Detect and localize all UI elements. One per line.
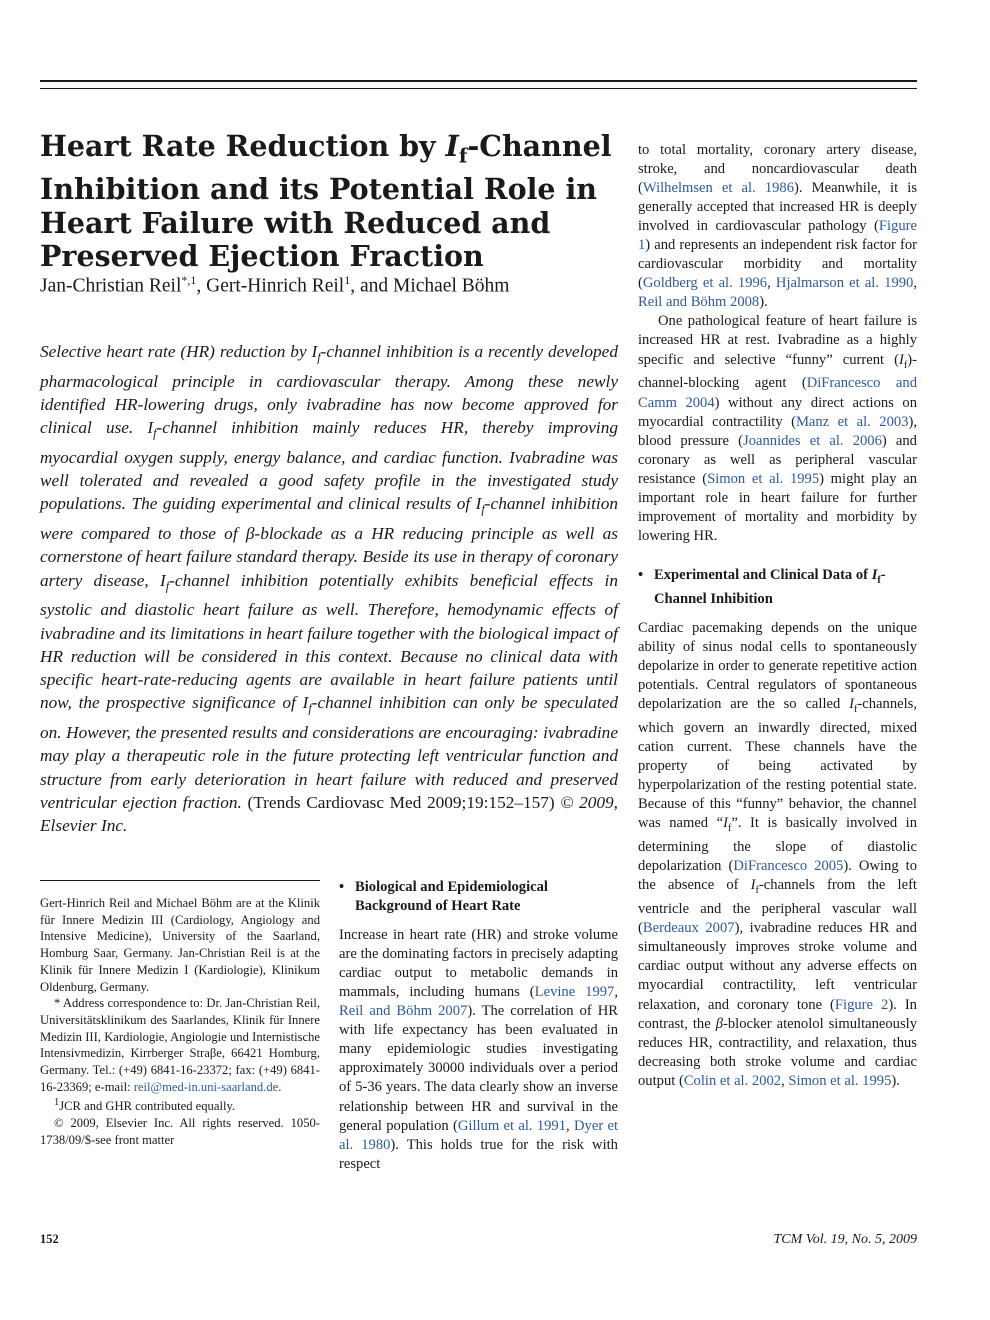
figure-link[interactable]: Figure 2: [834, 996, 889, 1013]
copyright-line: © 2009, Elsevier Inc. All rights reserved. 1050-1738/09/$-see front matter: [40, 1116, 320, 1148]
middle-column: [339, 878, 618, 1174]
reference-link[interactable]: Colin et al. 2002: [683, 1072, 782, 1089]
reference-link[interactable]: Levine 1997: [534, 984, 615, 1001]
journal-citation: (Trends Cardiovasc Med 2009;19:152–157): [241, 792, 561, 812]
figure-link[interactable]: Figure 1: [638, 218, 917, 254]
author-name: , Gert-Hinrich Reil: [196, 275, 345, 297]
reference-link[interactable]: Dyer et al. 1980: [339, 1117, 619, 1153]
reference-link[interactable]: DiFrancesco 2005: [733, 858, 844, 875]
journal-issue: TCM Vol. 19, No. 5, 2009: [773, 1232, 917, 1247]
reference-link[interactable]: Manz et al. 2003: [795, 413, 909, 430]
author-name: , and Michael Böhm: [350, 275, 510, 297]
right-column: [638, 141, 917, 1091]
reference-link[interactable]: Gillum et al. 1991: [457, 1117, 567, 1134]
reference-link[interactable]: DiFrancesco and Camm 2004: [638, 375, 917, 411]
body-paragraph: to total mortality, coronary artery disease, stroke, and noncardiovascular death (Wilhelmsen et al. 1986). Meanwhile, it is generally accepted that increased HR is deeply involved in cardiovascular pathology (Figure 1) and represents an independent risk factor for cardiovascular morbidity and mortality (Goldberg et al. 1996, Hjalmarson et al. 1990, Reil and Böhm 2008).: [638, 142, 918, 311]
correspondence-note: * Address correspondence to: Dr. Jan-Christian Reil, Universitätsklinikum des Saarlandes, Klinik für Innere Medizin III, Kardiologie, Angiologie und Internistische Intensivmedizin, Kirrberger Straβe, 66421 Homburg, Germany. Tel.: (+49) 6841-16-23372; fax: (+49) 6841-16-23369; e-mail: reil@med-in.uni-saarland.de.: [40, 996, 320, 1094]
header-rule-thin: [40, 88, 917, 89]
body-paragraph: Increase in heart rate (HR) and stroke volume are the dominating factors in precisely adapting cardiac output to metabolic demands in mammals, including humans (Levine 1997, Reil and Böhm 2007). The correlation of HR with life expectancy has been evaluated in many epidemiologic studies investigating approximately 30000 individuals over a period of 5-36 years. The data clearly show an inverse relationship between HR and survival in the general population (Gillum et al. 1991, Dyer et al. 1980). This holds true for the risk with respect: [339, 927, 619, 1172]
reference-link[interactable]: Simon et al. 1995: [707, 470, 820, 487]
reference-link[interactable]: Berdeaux 2007: [642, 920, 735, 937]
section-heading: • Experimental and Clinical Data of $I_f$-Channel Inhibition: [638, 566, 886, 607]
body-paragraph: Cardiac pacemaking depends on the unique ability of sinus nodal cells to spontaneously depolarize in order to generate repetitive action potentials. Central regulators of spontaneous depolarization are the so called $I_f$-channels, which govern an inwardly directed, mixed cation current. These channels have the property of being activated by hyperpolarization of the resting potential state. Because of this “funny” behavior, the channel was named “$I_f$”. It is basically involved in determining the slope of diastolic depolarization (DiFrancesco 2005). Owing to the absence of $I_f$-channels from the left ventricle and the peripheral vascular wall (Berdeaux 2007), ivabradine reduces HR and simultaneously improves stroke volume and cardiac output without any adverse effects on myocardial contractility, left ventricular relaxation, and coronary tone (Figure 2). In contrast, the β-blocker atenolol simultaneously reduces HR, contractility, and relaxation, thus decreasing both stroke volume and cardiac output (Colin et al. 2002, Simon et al. 1995).: [638, 619, 918, 1089]
reference-link[interactable]: Reil and Böhm 2007: [339, 1003, 468, 1020]
body-paragraph: One pathological feature of heart failure is increased HR at rest. Ivabradine as a highly specific and selective “funny” current $(I_f)-channel$-blocking agent (DiFrancesco and Camm 2004) without any direct actions on myocardial contractility (Manz et al. 2003), blood pressure (Joannides et al. 2006) and coronary as well as peripheral vascular resistance (Simon et al. 1995) might play an important role in heart failure for further improvement of mortality and morbidity by lowering HR.: [638, 313, 917, 544]
author-name: Jan-Christian Reil: [40, 275, 182, 297]
reference-link[interactable]: Reil and Böhm 2008: [638, 294, 760, 311]
header-rule-thick: [40, 80, 917, 82]
reference-link[interactable]: Goldberg et al. 1996: [642, 275, 768, 292]
reference-link[interactable]: Joannides et al. 2006: [743, 432, 882, 449]
abstract: Selective heart rate (HR) reduction by $I_f$-channel inhibition is a recently developed pharmacological principle in cardiovascular therapy. Among these newly identified HR-lowering drugs, only ivabradine has now become approved for clinical use. $I_f$-channel inhibition mainly reduces HR, thereby improving myocardial oxygen supply, energy balance, and cardiac function. Ivabradine was well tolerated and revealed a good safety profile in the investigated study populations. The guiding experimental and clinical results of $I_f$-channel inhibition were compared to those of β-blockade as a HR reducing principle as well as cornerstone of heart failure standard therapy. Beside its use in therapy of coronary artery disease, $I_f$-channel inhibition potentially exhibits beneficial effects in systolic and diastolic heart failure as well. Therefore, hemodynamic effects of ivabradine and its limitations in heart failure together with the biological impact of HR reduction will be considered in this context. Because no clinical data with specific heart-rate-reducing agents are available in heart failure patients until now, the prospective significance of $I_f$-channel inhibition can only be speculated on. However, the presented results and considerations are encouraging: ivabradine may play a therapeutic role in the future protecting left ventricular function and structure from early deterioration in heart failure with reduced and preserved ventricular ejection fraction. (Trends Cardiovasc Med 2009;19:152–157) © 2009, Elsevier Inc.: [40, 342, 618, 836]
author-footnotes: [40, 880, 320, 1149]
affiliation-note: Gert-Hinrich Reil and Michael Böhm are at the Klinik für Innere Medizin III (Cardiology, Angiology and Intensive Medicine), University of the Saarland, Homburg Saar, Germany. Jan-Christian Reil is at the Klinik für Innere Medizin I (Kardiologie), Klinikum Oldenburg, Germany.: [40, 896, 320, 994]
reference-link[interactable]: Simon et al. 1995: [788, 1072, 892, 1089]
author-list: Jan-Christian Reil$^{*,1}$, Gert-Hinrich Reil$^1$, and Michael Böhm: [40, 273, 510, 297]
email-link[interactable]: reil@med-in.uni-saarland.de: [133, 1079, 279, 1094]
reference-link[interactable]: Hjalmarson et al. 1990: [775, 275, 914, 292]
article-title: Heart Rate Reduction by $I_f$-Channel Inhibition and its Potential Role in Heart Failure with Reduced and Preserved Ejection Fraction: [40, 129, 612, 274]
equal-contribution-note: $^1$JCR and GHR contributed equally.: [54, 1097, 236, 1114]
page-number: 152: [40, 1232, 59, 1246]
section-heading: • Biological and Epidemiological Background of Heart Rate: [339, 879, 548, 915]
copyright-notice: © 2009, Elsevier Inc.: [40, 792, 618, 836]
reference-link[interactable]: Wilhelmsen et al. 1986: [642, 180, 795, 197]
